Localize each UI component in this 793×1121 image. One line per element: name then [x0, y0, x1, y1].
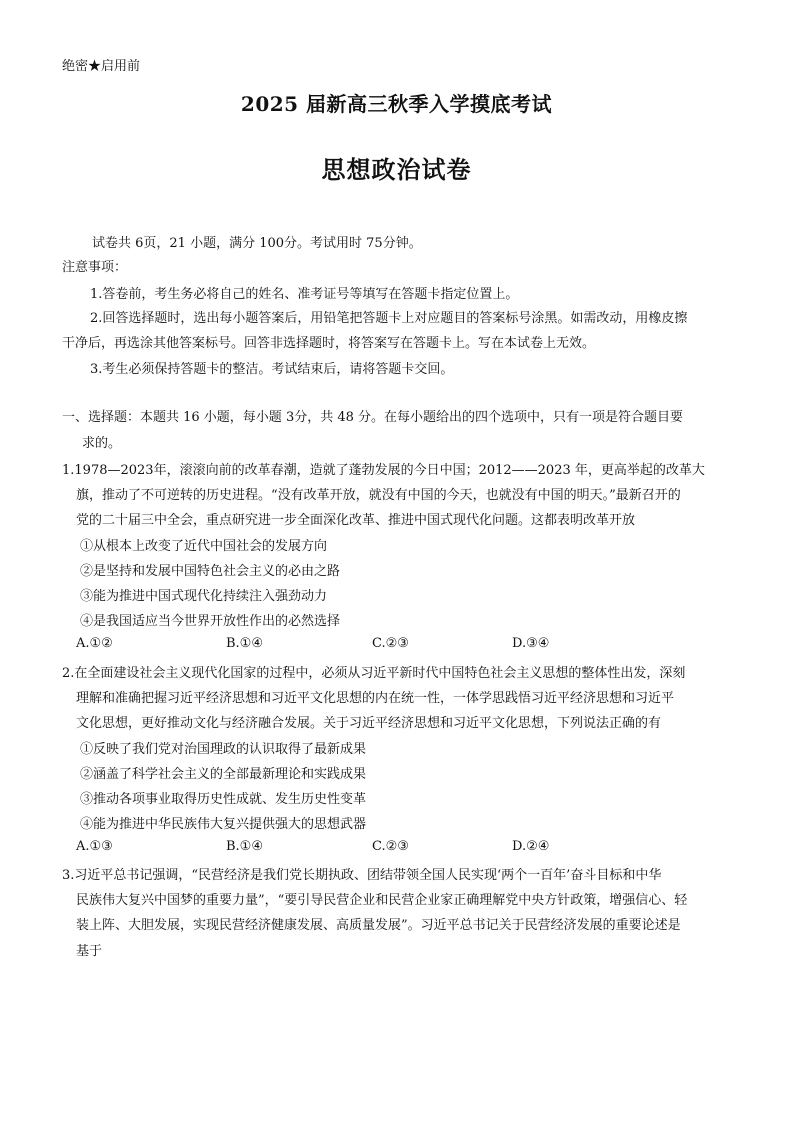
q1-choice-a: A.①②	[76, 636, 113, 651]
secret-label: 绝密★启用前	[62, 59, 141, 74]
notice-heading: 注意事项：	[62, 260, 128, 275]
exam-intro: 试卷共 6页，21 小题，满分 100分。考试用时 75分钟。	[92, 236, 422, 251]
q2-stem-line-3: 文化思想，更好推动文化与经济融合发展。关于习近平经济思想和习近平文化思想，下列说法正确的有	[76, 716, 662, 731]
q1-choice-d: D.③④	[512, 636, 550, 651]
section-heading-line-2: 求的。	[82, 436, 122, 451]
q1-choice-c: C.②③	[372, 636, 409, 651]
q1-stem-line-1: 1.1978—2023年，滚滚向前的改革春潮，造就了蓬勃发展的今日中国；2012——2023 年，更高举起的改革大	[62, 463, 705, 478]
q2-stem-line-1: 2.在全面建设社会主义现代化国家的过程中，必须从习近平新时代中国特色社会主义思想的整体性出发，深刻	[62, 666, 686, 681]
q2-choice-d: D.②④	[512, 839, 550, 854]
q1-statement-3: ③能为推进中国式现代化持续注入强劲动力	[80, 589, 328, 604]
section-heading-line-1: 一、选择题：本题共 16 小题，每小题 3分，共 48 分。在每小题给出的四个选项中，只有一项是符合题目要	[62, 410, 684, 425]
q1-choice-b: B.①④	[226, 636, 263, 651]
q2-choice-a: A.①③	[76, 839, 113, 854]
q2-statement-1: ①反映了我们党对治国理政的认识取得了最新成果	[80, 742, 367, 757]
notice-item-2-line-1: 2.回答选择题时，选出每小题答案后，用铅笔把答题卡上对应题目的答案标号涂黑。如需改动，用橡皮擦	[90, 311, 688, 326]
exam-title: 2025 届新高三秋季入学摸底考试	[240, 92, 553, 116]
exam-subtitle: 思想政治试卷	[321, 155, 472, 184]
q3-stem-line-2: 民族伟大复兴中国梦的重要力量”，“要引导民营企业和民营企业家正确理解党中央方针政策，增强信心、轻	[76, 893, 688, 908]
q1-stem-line-3: 党的二十届三中全会，重点研究进一步全面深化改革、推进中国式现代化问题。这都表明改革开放	[76, 513, 636, 528]
q2-choice-c: C.②③	[372, 839, 409, 854]
q2-statement-4: ④能为推进中华民族伟大复兴提供强大的思想武器	[80, 817, 367, 832]
notice-item-1: 1.答卷前，考生务必将自己的姓名、准考证号等填写在答题卡指定位置上。	[90, 287, 519, 302]
q1-statement-1: ①从根本上改变了近代中国社会的发展方向	[80, 539, 328, 554]
q3-stem-line-4: 基于	[76, 944, 103, 959]
q2-statement-2: ②涵盖了科学社会主义的全部最新理论和实践成果	[80, 767, 367, 782]
q2-statement-3: ③推动各项事业取得历史性成就、发生历史性变革	[80, 792, 367, 807]
notice-item-2-line-2: 干净后，再选涂其他答案标号。回答非选择题时，将答案写在答题卡上。写在本试卷上无效。	[62, 336, 596, 351]
q2-choice-b: B.①④	[226, 839, 263, 854]
notice-item-3: 3.考生必须保持答题卡的整洁。考试结束后，请将答题卡交回。	[90, 362, 454, 377]
q3-stem-line-1: 3.习近平总书记强调，“民营经济是我们党长期执政、团结带领全国人民实现‘两个一百年’奋斗目标和中华	[62, 868, 662, 883]
q1-statement-4: ④是我国适应当今世界开放性作出的必然选择	[80, 614, 341, 629]
q1-statement-2: ②是坚持和发展中国特色社会主义的必由之路	[80, 564, 341, 579]
q3-stem-line-3: 装上阵、大胆发展，实现民营经济健康发展、高质量发展”。习近平总书记关于民营经济发展的重要论述是	[76, 918, 681, 933]
q1-stem-line-2: 旗，推动了不可逆转的历史进程。“没有改革开放，就没有中国的今天，也就没有中国的明天。”最新召开的	[76, 488, 681, 503]
q2-stem-line-2: 理解和准确把握习近平经济思想和习近平文化思想的内在统一性，一体学思践悟习近平经济思想和习近平	[76, 691, 675, 706]
